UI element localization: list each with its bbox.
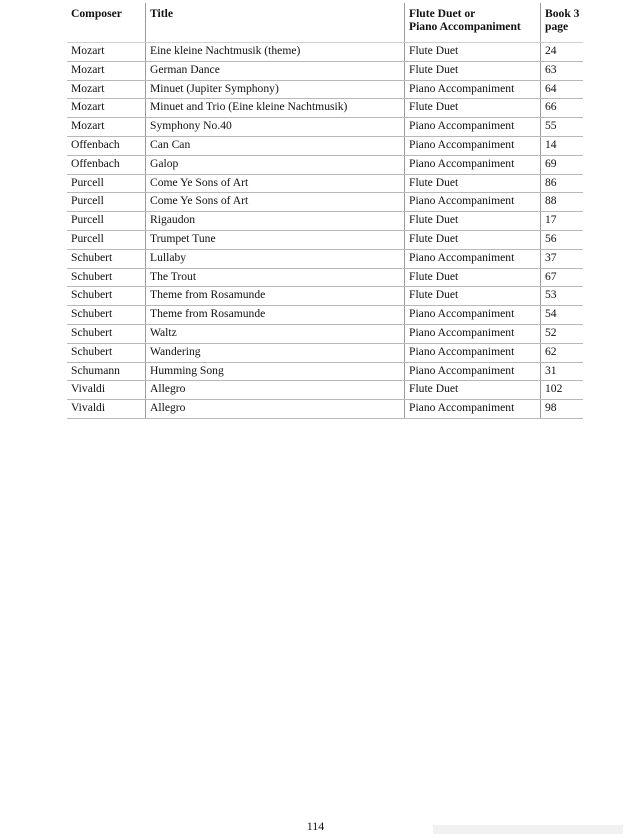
header-row (67, 3, 583, 43)
cell-composer: Offenbach (67, 136, 146, 155)
cell-composer: Purcell (67, 230, 146, 249)
cell-page: 37 (541, 249, 584, 268)
header-type (405, 3, 541, 43)
cell-composer: Schubert (67, 268, 146, 287)
header-type-line1: Flute Duet or (409, 7, 476, 20)
cell-type: Piano Accompaniment (405, 193, 541, 212)
table-row (67, 268, 583, 287)
cell-page: 55 (541, 118, 584, 137)
table-row (67, 381, 583, 400)
cell-title: Lullaby (146, 249, 405, 268)
cell-composer: Mozart (67, 118, 146, 137)
cell-title: Trumpet Tune (146, 230, 405, 249)
cell-page: 69 (541, 155, 584, 174)
header-page (541, 3, 584, 43)
table-row (67, 306, 583, 325)
cell-title: Galop (146, 155, 405, 174)
table-row (67, 43, 583, 62)
header-title (146, 3, 405, 43)
header-type-line2: Piano Accompaniment (409, 19, 521, 33)
cell-title: Allegro (146, 400, 405, 419)
table-row (67, 136, 583, 155)
header-composer-label: Composer (71, 7, 122, 20)
cell-page: 56 (541, 230, 584, 249)
cell-title: Eine kleine Nachtmusik (theme) (146, 43, 405, 62)
table-row (67, 212, 583, 231)
cell-composer: Vivaldi (67, 381, 146, 400)
cell-composer: Schubert (67, 306, 146, 325)
cell-type: Piano Accompaniment (405, 362, 541, 381)
cell-composer: Schubert (67, 287, 146, 306)
cell-type: Piano Accompaniment (405, 136, 541, 155)
cell-page: 63 (541, 61, 584, 80)
cell-title: Can Can (146, 136, 405, 155)
cell-composer: Mozart (67, 80, 146, 99)
cell-type: Flute Duet (405, 230, 541, 249)
cell-composer: Purcell (67, 193, 146, 212)
cell-title: Symphony No.40 (146, 118, 405, 137)
cell-composer: Schubert (67, 249, 146, 268)
cell-composer: Purcell (67, 174, 146, 193)
table-row (67, 400, 583, 419)
table-row (67, 118, 583, 137)
cell-title: German Dance (146, 61, 405, 80)
cell-composer: Schubert (67, 324, 146, 343)
table-row (67, 324, 583, 343)
header-page-line1: Book 3 (545, 7, 580, 20)
cell-type: Piano Accompaniment (405, 118, 541, 137)
cell-title: Wandering (146, 343, 405, 362)
cell-page: 66 (541, 99, 584, 118)
cell-type: Flute Duet (405, 174, 541, 193)
cell-type: Piano Accompaniment (405, 155, 541, 174)
table-row (67, 80, 583, 99)
cell-page: 102 (541, 381, 584, 400)
cell-composer: Vivaldi (67, 400, 146, 419)
cell-page: 24 (541, 43, 584, 62)
cell-composer: Offenbach (67, 155, 146, 174)
cell-type: Piano Accompaniment (405, 324, 541, 343)
cell-title: Theme from Rosamunde (146, 287, 405, 306)
cell-type: Flute Duet (405, 287, 541, 306)
cell-title: Allegro (146, 381, 405, 400)
table-header (67, 3, 583, 43)
page-number: 114 (306, 819, 325, 833)
cell-composer: Mozart (67, 43, 146, 62)
table-body (67, 43, 583, 419)
cell-title: Waltz (146, 324, 405, 343)
cell-page: 98 (541, 400, 584, 419)
cell-page: 31 (541, 362, 584, 381)
cell-page: 67 (541, 268, 584, 287)
cell-type: Piano Accompaniment (405, 249, 541, 268)
cell-page: 86 (541, 174, 584, 193)
cell-title: Rigaudon (146, 212, 405, 231)
cell-title: Come Ye Sons of Art (146, 193, 405, 212)
cell-composer: Purcell (67, 212, 146, 231)
cell-title: Theme from Rosamunde (146, 306, 405, 325)
cell-type: Flute Duet (405, 61, 541, 80)
header-page-line2: page (545, 19, 569, 33)
cell-page: 17 (541, 212, 584, 231)
table-row (67, 99, 583, 118)
repertoire-table (67, 3, 583, 419)
cell-page: 14 (541, 136, 584, 155)
cell-type: Piano Accompaniment (405, 306, 541, 325)
table-row (67, 343, 583, 362)
cell-type: Flute Duet (405, 99, 541, 118)
table-row (67, 193, 583, 212)
cell-composer: Mozart (67, 99, 146, 118)
cell-composer: Mozart (67, 61, 146, 80)
cell-title: Minuet and Trio (Eine kleine Nachtmusik) (146, 99, 405, 118)
table-row (67, 287, 583, 306)
header-title-label: Title (150, 7, 173, 20)
scan-artifact (433, 825, 623, 834)
cell-title: The Trout (146, 268, 405, 287)
cell-page: 88 (541, 193, 584, 212)
table-row (67, 249, 583, 268)
cell-composer: Schumann (67, 362, 146, 381)
cell-title: Come Ye Sons of Art (146, 174, 405, 193)
cell-page: 52 (541, 324, 584, 343)
cell-type: Piano Accompaniment (405, 80, 541, 99)
cell-title: Minuet (Jupiter Symphony) (146, 80, 405, 99)
header-composer (67, 3, 146, 43)
cell-type: Piano Accompaniment (405, 343, 541, 362)
table-row (67, 61, 583, 80)
cell-type: Flute Duet (405, 43, 541, 62)
cell-title: Humming Song (146, 362, 405, 381)
cell-type: Flute Duet (405, 212, 541, 231)
cell-type: Piano Accompaniment (405, 400, 541, 419)
cell-page: 62 (541, 343, 584, 362)
cell-page: 53 (541, 287, 584, 306)
table-row (67, 174, 583, 193)
table-row (67, 155, 583, 174)
cell-type: Flute Duet (405, 268, 541, 287)
table-row (67, 362, 583, 381)
table-row (67, 230, 583, 249)
cell-composer: Schubert (67, 343, 146, 362)
cell-type: Flute Duet (405, 381, 541, 400)
cell-page: 54 (541, 306, 584, 325)
cell-page: 64 (541, 80, 584, 99)
